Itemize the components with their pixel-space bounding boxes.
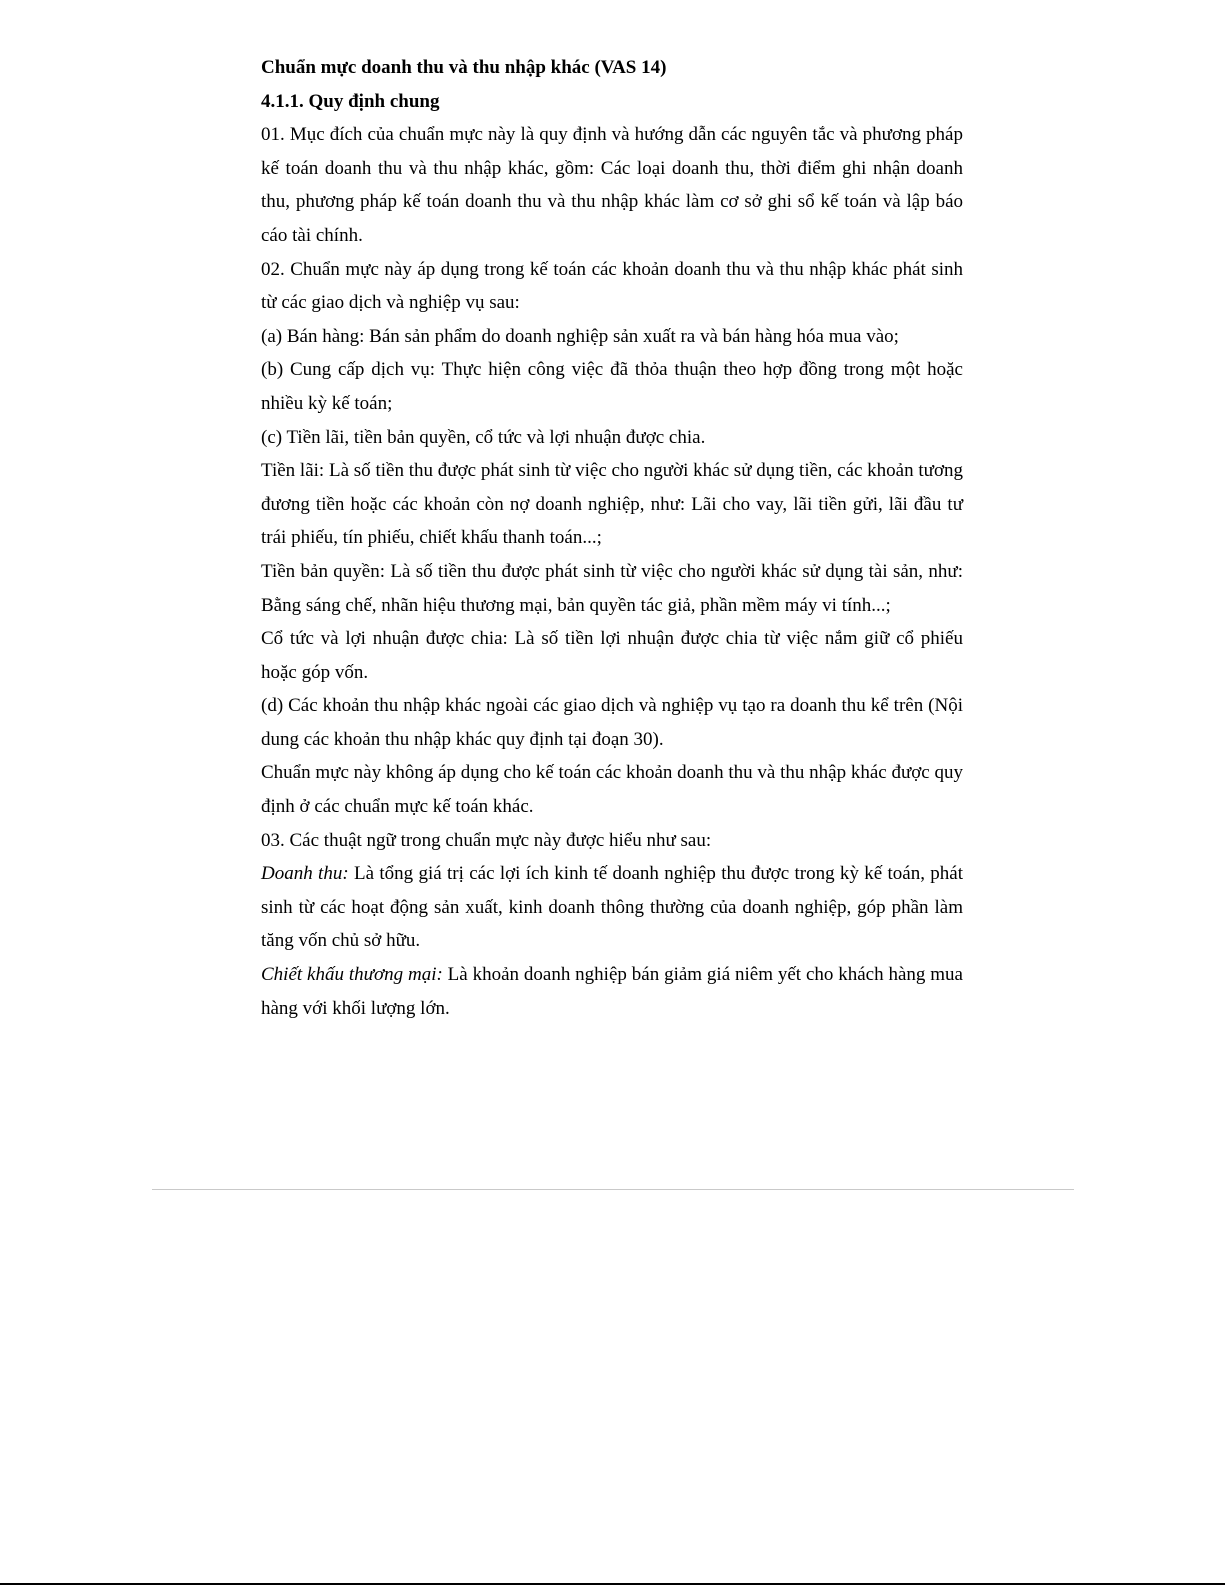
paragraph-exclusion: Chuẩn mực này không áp dụng cho kế toán các khoản doanh thu và thu nhập khác được quy định ở các chuẩn mực kế toán khác. [261, 762, 963, 818]
page-divider [152, 1189, 1074, 1190]
list-item-c: (c) Tiền lãi, tiền bản quyền, cổ tức và lợi nhuận được chia. [261, 426, 706, 448]
paragraph-01: 01. Mục đích của chuẩn mực này là quy định và hướng dẫn các nguyên tắc và phương pháp kế toán doanh thu và thu nhập khác, gồm: Các loại doanh thu, thời điểm ghi nhận doanh thu, phương pháp kế toán doanh thu và thu nhập khác làm cơ sở ghi sổ kế toán và lập báo cáo tài chính. [261, 124, 963, 246]
list-item-a: (a) Bán hàng: Bán sản phẩm do doanh nghiệp sản xuất ra và bán hàng hóa mua vào; [261, 325, 899, 347]
document-title: Chuẩn mực doanh thu và thu nhập khác (VAS 14) [261, 57, 667, 78]
paragraph-tien-lai: Tiền lãi: Là số tiền thu được phát sinh từ việc cho người khác sử dụng tiền, các khoản tương đương tiền hoặc các khoản còn nợ doanh nghiệp, như: Lãi cho vay, lãi tiền gửi, lãi đầu tư trái phiếu, tín phiếu, chiết khấu thanh toán...; [261, 460, 963, 549]
paragraph-tien-ban-quyen: Tiền bản quyền: Là số tiền thu được phát sinh từ việc cho người khác sử dụng tài sản, như: Bằng sáng chế, nhãn hiệu thương mại, bản quyền tác giả, phần mềm máy vi tính...; [261, 560, 963, 616]
paragraph-03: 03. Các thuật ngữ trong chuẩn mực này được hiểu như sau: [261, 829, 712, 851]
section-heading: 4.1.1. Quy định chung [261, 90, 440, 112]
definition-chiet-khau-thuong-mai [261, 958, 963, 1025]
definition-term: Doanh thu: [261, 863, 349, 885]
paragraph-02: 02. Chuẩn mực này áp dụng trong kế toán các khoản doanh thu và thu nhập khác phát sinh từ các giao dịch và nghiệp vụ sau: [261, 258, 963, 314]
definition-doanh-thu [261, 857, 963, 958]
definition-text: Là khoản doanh nghiệp bán giảm giá niêm yết cho khách hàng mua hàng với khối lượng lớn. [261, 964, 963, 1019]
definition-term: Chiết khấu thương mại: [261, 964, 443, 986]
paragraph-co-tuc: Cổ tức và lợi nhuận được chia: Là số tiền lợi nhuận được chia từ việc nắm giữ cổ phiếu hoặc góp vốn. [261, 628, 963, 683]
document-body [261, 51, 963, 1025]
definition-text: Là tổng giá trị các lợi ích kinh tế doanh nghiệp thu được trong kỳ kế toán, phát sinh từ các hoạt động sản xuất, kinh doanh thông thường của doanh nghiệp, góp phần làm tăng vốn chủ sở hữu. [261, 863, 963, 952]
list-item-b: (b) Cung cấp dịch vụ: Thực hiện công việc đã thỏa thuận theo hợp đồng trong một hoặc nhiều kỳ kế toán; [261, 359, 963, 414]
list-item-d: (d) Các khoản thu nhập khác ngoài các giao dịch và nghiệp vụ tạo ra doanh thu kể trên (Nội dung các khoản thu nhập khác quy định tại đoạn 30). [261, 695, 963, 750]
